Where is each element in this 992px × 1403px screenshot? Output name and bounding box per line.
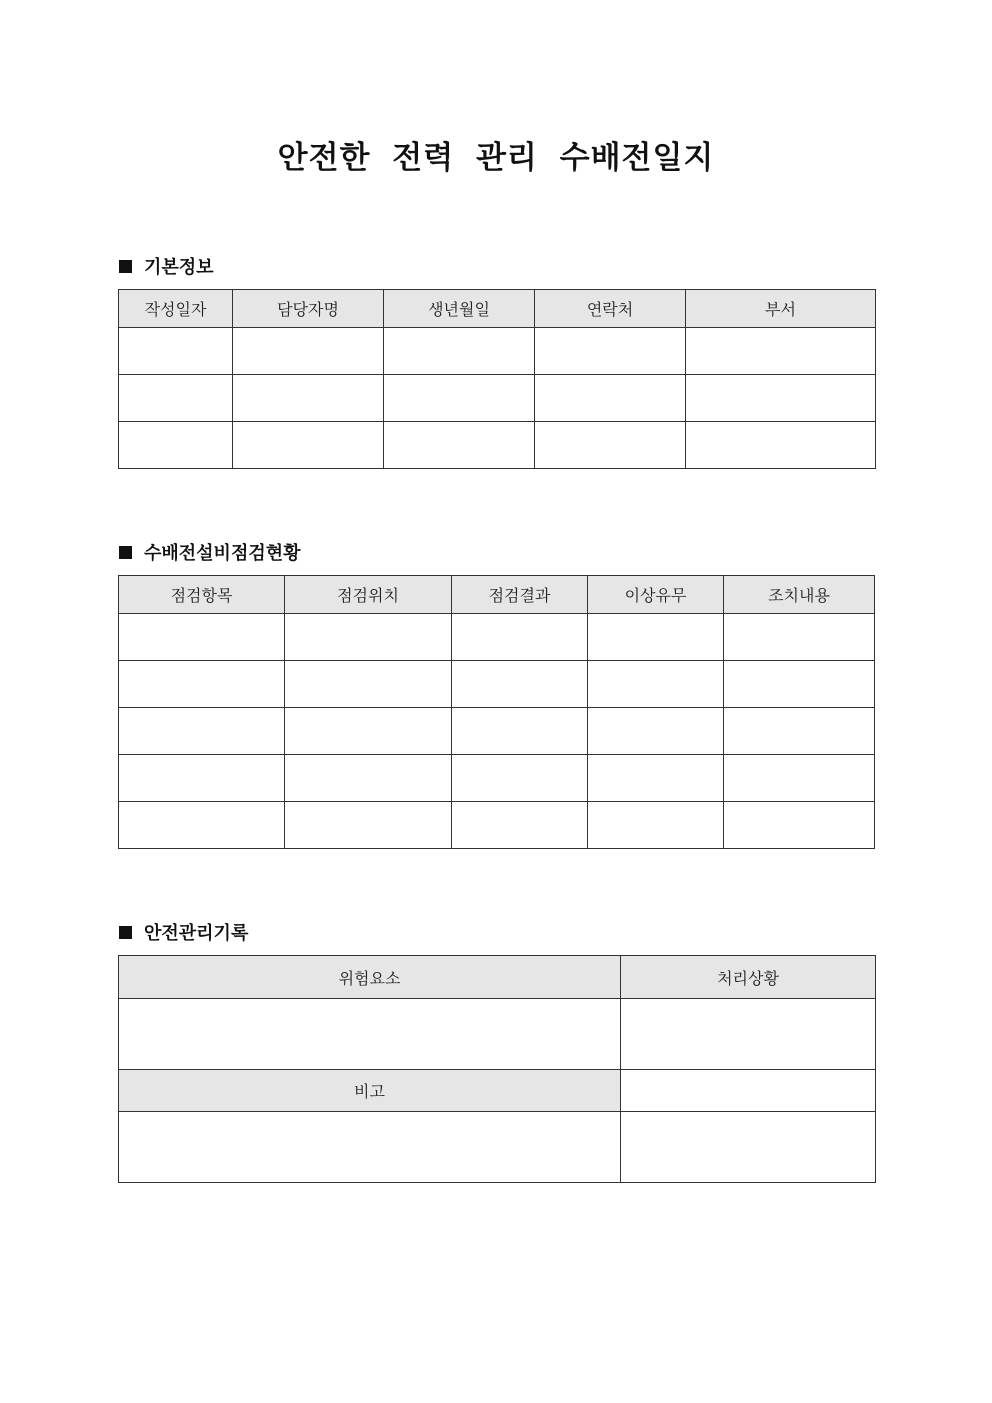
inspection-item-cell[interactable] xyxy=(119,755,285,802)
risk-factor-cell[interactable] xyxy=(119,999,621,1070)
inspection-location-cell[interactable] xyxy=(285,755,452,802)
safety-record-table xyxy=(118,955,876,1183)
inspection-item-cell[interactable] xyxy=(119,614,285,661)
column-header: 담당자명 xyxy=(233,290,384,328)
birthdate-cell[interactable] xyxy=(384,328,535,375)
square-bullet-icon xyxy=(119,546,132,559)
table-header-row xyxy=(119,956,876,999)
table-row xyxy=(119,422,876,469)
remarks-cell[interactable] xyxy=(119,1112,621,1183)
table-row xyxy=(119,614,875,661)
square-bullet-icon xyxy=(119,926,132,939)
inspection-location-cell[interactable] xyxy=(285,614,452,661)
remarks-extra-cell[interactable] xyxy=(621,1112,876,1183)
inspection-location-cell[interactable] xyxy=(285,802,452,849)
manager-name-cell[interactable] xyxy=(233,422,384,469)
column-header: 연락처 xyxy=(535,290,686,328)
inspection-item-cell[interactable] xyxy=(119,708,285,755)
department-cell[interactable] xyxy=(686,422,876,469)
table-header-row xyxy=(119,576,875,614)
action-taken-cell[interactable] xyxy=(724,661,875,708)
inspection-location-cell[interactable] xyxy=(285,661,452,708)
action-taken-cell[interactable] xyxy=(724,614,875,661)
column-header: 점검결과 xyxy=(452,576,588,614)
action-taken-cell[interactable] xyxy=(724,755,875,802)
contact-cell[interactable] xyxy=(535,375,686,422)
table-row xyxy=(119,999,876,1070)
manager-name-cell[interactable] xyxy=(233,328,384,375)
abnormality-cell[interactable] xyxy=(588,755,724,802)
table-row xyxy=(119,708,875,755)
action-taken-cell[interactable] xyxy=(724,802,875,849)
table-row xyxy=(119,755,875,802)
abnormality-cell[interactable] xyxy=(588,708,724,755)
abnormality-cell[interactable] xyxy=(588,802,724,849)
processing-status-header: 처리상황 xyxy=(621,956,876,999)
inspection-result-cell[interactable] xyxy=(452,802,588,849)
section-title: 안전관리기록 xyxy=(144,923,249,944)
column-header: 조치내용 xyxy=(724,576,875,614)
column-header: 생년월일 xyxy=(384,290,535,328)
inspection-result-cell[interactable] xyxy=(452,614,588,661)
table-header-row xyxy=(119,290,876,328)
inspection-location-cell[interactable] xyxy=(285,708,452,755)
birthdate-cell[interactable] xyxy=(384,375,535,422)
table-row xyxy=(119,661,875,708)
square-bullet-icon xyxy=(119,260,132,273)
inspection-item-cell[interactable] xyxy=(119,661,285,708)
column-header: 이상유무 xyxy=(588,576,724,614)
inspection-result-cell[interactable] xyxy=(452,661,588,708)
inspection-table xyxy=(118,575,875,849)
section-title: 수배전설비점검현황 xyxy=(144,543,301,564)
contact-cell[interactable] xyxy=(535,328,686,375)
date-cell[interactable] xyxy=(119,375,233,422)
manager-name-cell[interactable] xyxy=(233,375,384,422)
column-header: 점검위치 xyxy=(285,576,452,614)
remarks-side-cell[interactable] xyxy=(621,1070,876,1112)
date-cell[interactable] xyxy=(119,422,233,469)
abnormality-cell[interactable] xyxy=(588,614,724,661)
abnormality-cell[interactable] xyxy=(588,661,724,708)
department-cell[interactable] xyxy=(686,375,876,422)
department-cell[interactable] xyxy=(686,328,876,375)
remarks-header: 비고 xyxy=(119,1070,621,1112)
table-row xyxy=(119,328,876,375)
birthdate-cell[interactable] xyxy=(384,422,535,469)
processing-status-cell[interactable] xyxy=(621,999,876,1070)
column-header: 부서 xyxy=(686,290,876,328)
column-header: 점검항목 xyxy=(119,576,285,614)
inspection-item-cell[interactable] xyxy=(119,802,285,849)
section-heading-basic-info xyxy=(119,253,214,279)
section-heading-safety xyxy=(119,919,248,945)
table-row xyxy=(119,1112,876,1183)
table-row xyxy=(119,1070,876,1112)
basic-info-table xyxy=(118,289,876,469)
inspection-result-cell[interactable] xyxy=(452,708,588,755)
contact-cell[interactable] xyxy=(535,422,686,469)
page-title: 안전한 전력 관리 수배전일지 xyxy=(277,140,715,176)
action-taken-cell[interactable] xyxy=(724,708,875,755)
section-title: 기본정보 xyxy=(144,257,214,278)
section-heading-inspection xyxy=(119,539,301,565)
table-row xyxy=(119,375,876,422)
risk-factor-header: 위험요소 xyxy=(119,956,621,999)
column-header: 작성일자 xyxy=(119,290,233,328)
inspection-result-cell[interactable] xyxy=(452,755,588,802)
date-cell[interactable] xyxy=(119,328,233,375)
table-row xyxy=(119,802,875,849)
